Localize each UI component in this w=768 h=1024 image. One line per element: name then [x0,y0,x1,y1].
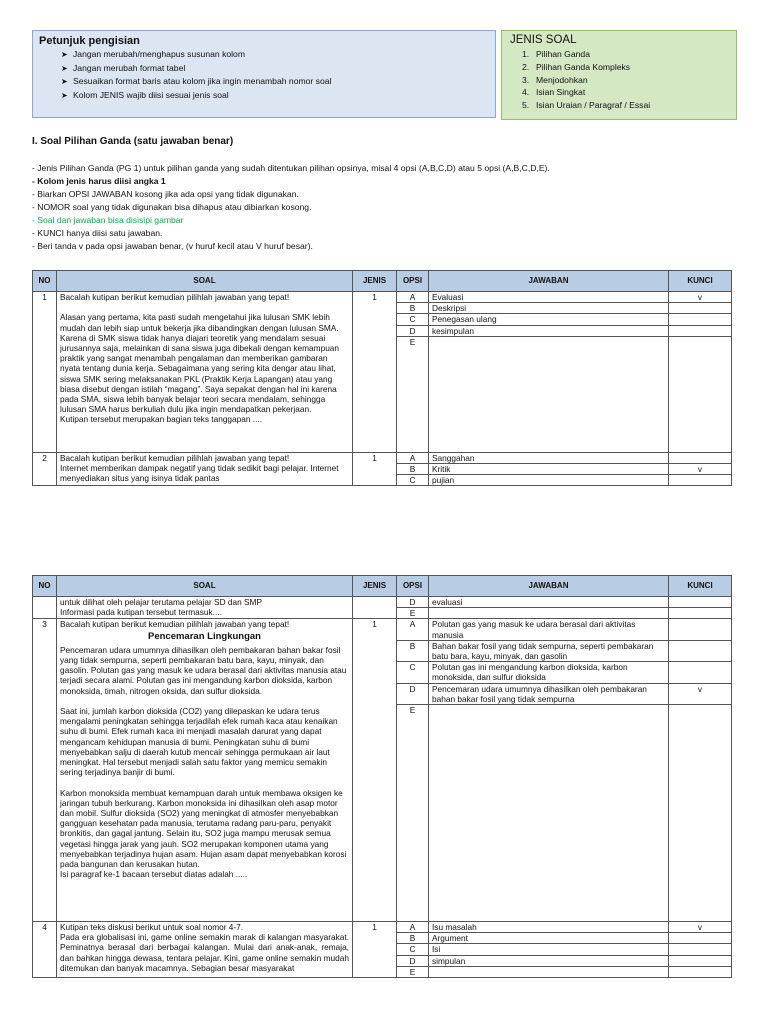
reading-body: Pencemaran udara umumnya dihasilkan oleh pembakaran bahan bakar fosil yang tidak sempurna, seperti pembakaran batu bara, kayu, minyak, dan gasolin. Polutan gas yang masuk ke udara berasal dari aktivitas manusia atau terjadi secara alami. Polutan gas ini mengandung karbon dioksida, karbon monoksida, timah, nitrogen oksida, dan sulfur dioksida. Saat ini, jumlah karbon dioksida (CO2) yang dilepaskan ke udara terus mengalami peningkatan sehingga terjadilah efek rumah kaca atau kenaikan suhu di bumi. Efek rumah kaca ini menjadi masalah darurat yang dapat mengancam kehidupan manusia di bumi. Peningkatan suhu di bumi menyebabkan salju di daerah kutub mencair sehingga permukaan air laut meningkat. Hal tersebut menjadi salah satu faktor yang memicu semakin sering terjadinya banjir di bumi. Karbon monoksida membuat kemampuan darah untuk membawa oksigen ke jaringan tubuh berkurang. Karbon monoksida ini dihasilkan oleh asap motor dan mobil. Sulfur dioksida (SO2) yang meningkat di atmosfer menyebabkan gangguan kesehatan pada manusia, terutama radang paru-paru, penyakit bronkitis, dan gagal jantung. Selain itu, SO2 juga mampu merusak semua vegetasi hingga jarak yang jauh. SO2 merupakan komponen utama yang menyebabkan terjadinya hujan asam. Hujan asam dapat menyebabkan korosi pada bangunan dan kerusakan hutan. Isi paragraf ke-1 bacaan tersebut diatas adalah ..... [60,644,347,880]
arrow-bullet-icon: ➤ [61,90,68,100]
instruction-item: ➤ Jangan merubah format tabel [61,62,489,76]
option-answer [429,705,669,922]
instruction-item: ➤ Kolom JENIS wajib diisi sesuai jenis soal [61,89,489,103]
header-soal: SOAL [57,576,353,597]
option-answer [429,966,669,977]
option-letter: D [397,955,429,966]
option-letter: E [397,966,429,977]
question-text-continued: untuk dilihat oleh pelajar terutama pelajar SD dan SMP Informasi pada kutipan tersebut termasuk.... [57,597,353,619]
instructions-title: Petunjuk pengisian [39,35,140,47]
option-letter: C [397,944,429,955]
note-line: - KUNCI hanya diisi satu jawaban. [32,228,163,238]
table-row [33,292,732,303]
reading-title: Pencemaran Lingkungan [148,630,261,642]
note-line: - NOMOR soal yang tidak digunakan bisa dihapus atau dibiarkan kosong. [32,202,312,212]
option-answer: pujian [429,475,669,486]
option-answer [429,336,669,452]
answer-key: v [669,683,732,704]
table-row [33,597,732,608]
option-answer: Polutan gas ini mengandung karbon dioksida, karbon monoksida, dan sulfur dioksida [429,662,669,683]
instructions-panel [32,30,496,118]
question-type: 1 [353,452,397,486]
option-letter: D [397,325,429,336]
note-line: - Beri tanda v pada opsi jawaban benar, (v huruf kecil atau V huruf besar). [32,241,313,251]
option-letter: C [397,314,429,325]
table-header-row [33,576,732,597]
option-letter: C [397,662,429,683]
answer-key [669,303,732,314]
answer-key [669,944,732,955]
answer-key [669,640,732,661]
instruction-item: ➤ Sesuaikan format baris atau kolom jika ingin menambah nomor soal [61,75,489,89]
note-line: - Soal dan jawaban bisa disisipi gambar [32,215,184,225]
question-number: 2 [33,452,57,486]
header-soal: SOAL [57,271,353,292]
jenis-soal-title: JENIS SOAL [510,34,577,46]
section-heading: I. Soal Pilihan Ganda (satu jawaban benar) [32,136,234,147]
option-answer: Kritik [429,464,669,475]
option-answer: Pencemaran udara umumnya dihasilkan oleh pembakaran bahan bakar fosil yang tidak sempurna [429,683,669,704]
note-line: - Jenis Pilihan Ganda (PG 1) untuk pilihan ganda yang sudah ditentukan pilihan opsinya, misal 4 opsi (A,B,C,D) atau 5 opsi (A,B,C,D,E). [32,163,550,173]
table-row [33,619,732,640]
instructions-list [61,48,489,102]
question-number: 4 [33,922,57,978]
question-number-empty [33,597,57,619]
option-letter: D [397,597,429,608]
option-letter: E [397,336,429,452]
option-answer: Sanggahan [429,452,669,463]
option-answer: kesimpulan [429,325,669,336]
option-answer: Penegasan ulang [429,314,669,325]
answer-key [669,597,732,608]
arrow-bullet-icon: ➤ [61,63,68,73]
header-opsi: OPSI [397,271,429,292]
answer-key [669,933,732,944]
option-letter: E [397,705,429,922]
option-answer: Deskripsi [429,303,669,314]
option-answer: Evaluasi [429,292,669,303]
instruction-item: ➤ Jangan merubah/menghapus susunan kolom [61,48,489,62]
option-letter: A [397,452,429,463]
header-jawaban: JAWABAN [429,271,669,292]
note-line: - Biarkan OPSI JAWABAN kosong jika ada opsi yang tidak digunakan. [32,189,299,199]
option-answer [429,608,669,619]
option-answer: Bahan bakar fosil yang tidak sempurna, seperti pembakaran batu bara, kayu, minyak, dan gasolin [429,640,669,661]
question-text: Bacalah kutipan berikut kemudian pilihlah jawaban yang tepat! Internet memberikan dampak negatif yang tidak sedikit bagi pelajar. Internet menyediakan situs yang isinya tidak pantas [57,452,353,486]
option-letter: B [397,464,429,475]
question-text: Kutipan teks diskusi berikut untuk soal nomor 4-7. Pada era globalisasi ini, game online semakin marak di kalangan masyarakat. Peminatnya berasal dari berbagai kalangan. Mulai dari anak-anak, remaja, dan bahkan hingga dewasa, tentara pelajar. Kini, game online semakin mudah ditemukan dan banyak macamnya. Sebagian besar masyarakat [57,922,353,978]
answer-key [669,705,732,922]
option-answer: Polutan gas yang masuk ke udara berasal dari aktivitas manusia [429,619,669,640]
jenis-soal-item: 3. Menjodohkan [522,74,588,85]
answer-key [669,662,732,683]
option-answer: Isi [429,944,669,955]
option-answer: evaluasi [429,597,669,608]
answer-key [669,336,732,452]
notes-list [32,162,752,253]
header-opsi: OPSI [397,576,429,597]
jenis-soal-item: 2. Pilihan Ganda Kompleks [522,61,631,72]
answer-key: v [669,922,732,933]
question-number: 3 [33,619,57,922]
table-row [33,452,732,463]
option-letter: A [397,619,429,640]
jenis-soal-item: 5. Isian Uraian / Paragraf / Essai [522,100,651,111]
header-jenis: JENIS [353,576,397,597]
note-line: - Kolom jenis harus diisi angka 1 [32,176,166,186]
question-type: 1 [353,922,397,978]
header-kunci: KUNCI [669,576,732,597]
question-table-2 [32,575,732,978]
table-header-row [33,271,732,292]
jenis-soal-list [522,48,728,112]
option-answer: simpulan [429,955,669,966]
question-type-empty [353,597,397,619]
option-answer: Argument [429,933,669,944]
option-letter: A [397,922,429,933]
answer-key: v [669,292,732,303]
option-answer: Isu masalah [429,922,669,933]
answer-key [669,475,732,486]
option-letter: C [397,475,429,486]
jenis-soal-item: 4. Isian Singkat [522,87,586,98]
option-letter: B [397,640,429,661]
answer-key [669,314,732,325]
table-row [33,922,732,933]
answer-key [669,955,732,966]
header-no: NO [33,576,57,597]
question-text [57,619,353,922]
jenis-soal-item: 1. Pilihan Ganda [522,49,590,59]
option-letter: E [397,608,429,619]
question-type: 1 [353,292,397,453]
jenis-soal-panel [501,30,737,120]
header-kunci: KUNCI [669,271,732,292]
option-letter: B [397,303,429,314]
arrow-bullet-icon: ➤ [61,50,68,59]
answer-key [669,608,732,619]
question-text: Bacalah kutipan berikut kemudian pilihlah jawaban yang tepat! Alasan yang pertama, kita pasti sudah mengetahui jika lulusan SMK lebih mudah dan lebih siap untuk bekerja jika dibandingkan dengan lulusan SMA. Karena di SMK siswa tidak hanya diajari teoretik yang mendalam sesuai jurusannya saja, melainkan di sana siswa juga dibekali dengan kemampuan praktik yang sangat menambah pengalaman dan memberikan gambaran nyata tentang dunia kerja. Sebagaimana yang sering kita dengar atau lihat, siswa SMK sering melaksanakan PKL (Praktik Kerja Lapangan) atau yang biasa disebut dengan istilah “magang”. Saya sepakat dengan hal ini karena pada SMA, siswa lebih banyak belajar teori secara mendalam, sehingga lulusan SMA harus berkuliah dulu jika ingin mendapatkan pekerjaan. Kutipan tersebut merupakan bagian teks tanggapan .... [57,292,353,453]
answer-key: v [669,464,732,475]
question-table-1 [32,270,732,486]
header-jenis: JENIS [353,271,397,292]
option-letter: B [397,933,429,944]
option-letter: A [397,292,429,303]
answer-key [669,619,732,640]
answer-key [669,452,732,463]
question-intro: Bacalah kutipan berikut kemudian pilihlah jawaban yang tepat! [60,619,290,630]
option-letter: D [397,683,429,704]
header-jawaban: JAWABAN [429,576,669,597]
header-no: NO [33,271,57,292]
answer-key [669,966,732,977]
question-type: 1 [353,619,397,922]
question-number: 1 [33,292,57,453]
arrow-bullet-icon: ➤ [61,77,68,86]
answer-key [669,325,732,336]
